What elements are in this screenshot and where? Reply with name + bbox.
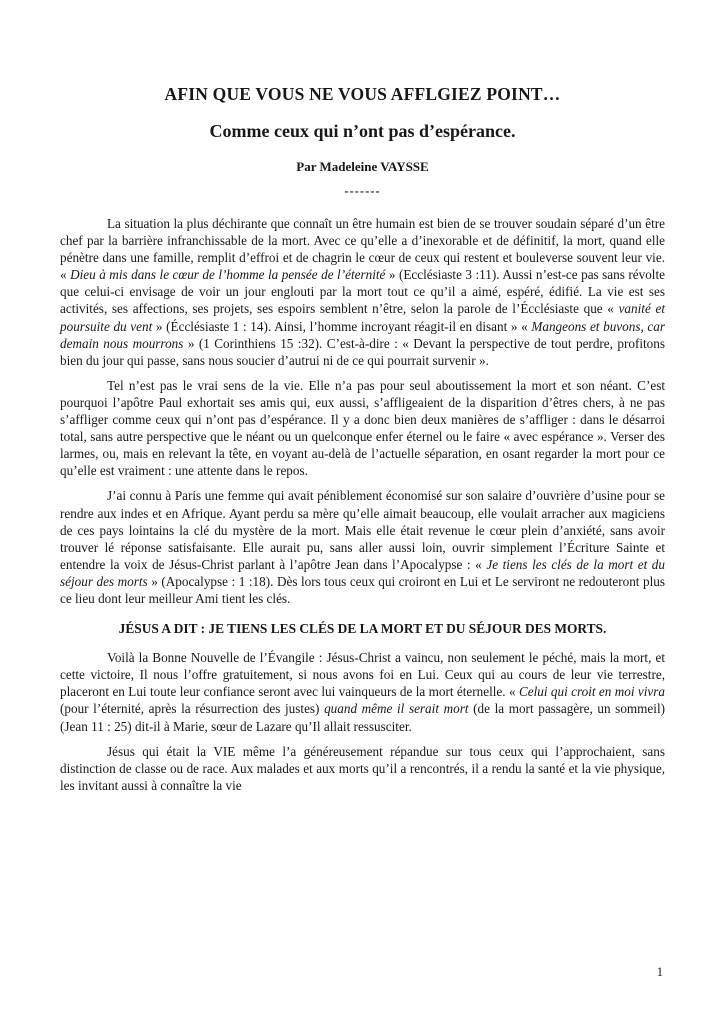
text-run: Dieu à mis dans le cœur de l’homme la pensée de l’éternité: [70, 267, 386, 283]
text-run: quand même il serait mort: [324, 701, 469, 717]
page-number: 1: [656, 965, 663, 979]
text-run: J’ai connu à Paris une femme qui avait péniblement économisé sur son salaire d’ouvrière d’usine pour se rendre aux indes et en Afrique. Ayant perdu sa mère qu’elle aimait beaucoup, elle voulait arracher aux magiciens de ces pays lointains la clé du mystère de la mort. Mais elle était revenue le cœur plein d’anxiété, sans avoir trouver lé réponse satisfaisante. Elle aurait pu, sans aller aussi loin, ouvrir simplement l’Écriture Sainte et entendre la voix de Jésus-Christ parlant à l’apôtre Jean dans l’Apocalypse : «: [60, 488, 665, 572]
text-run: Voilà la Bonne Nouvelle de l’Évangile : Jésus-Christ a vaincu, non seulement le péché, mais la mort, et cette victoire, Il nous l’offre gratuitement, si nous avons foi en Lui. Ceux qui au cours de leur vie terrestre, placeront en Lui toute leur confiance seront avec lui vainqueurs de la mort éternelle. «: [60, 650, 665, 700]
section-heading: [60, 620, 665, 637]
body-paragraph: [60, 377, 665, 480]
text-run: (pour l’éternité, après la résurrection des justes): [60, 701, 325, 717]
separator: -------: [344, 184, 381, 198]
text-run: Tel n’est pas le vrai sens de la vie. Elle n’a pas pour seul aboutissement la mort et son néant. C’est pourquoi l’apôtre Paul exhortait ses amis qui, eux aussi, s’affligeaient de la disparition d’êtres chers, à ne pas s’affliger comme ceux qui n’ont pas d’espérance. Il y a donc bien deux manières de s’affliger : dans le désarroi total, sans autre perspective que le néant ou un quelconque enfer éternel ou le faire « avec espérance ». Verser des larmes, ou, mais en relevant la tête, en voyant au-delà de l’actuelle séparation, en osant regarder la mort pour ce qu’elle est vraiment : une attente dans le repos.: [60, 377, 665, 479]
text-run: Je tiens les clés de la mort et du séjour des morts: [60, 556, 665, 589]
text-run: Celui qui croit en moi vivra: [518, 684, 665, 700]
text-run: » (Apocalypse : 1 :18). Dès lors tous ceux qui croiront en Lui et Le serviront ne redouteront plus ce lieu dont leur meilleur Ami tient les clés.: [60, 573, 665, 606]
text-run: » (1 Corinthiens 15 :32). C’est-à-dire : « Devant la perspective de tout perdre, profitons bien du jour qui passe, sans nous soucier d’autrui ni de ce qui pourrait survenir ».: [60, 335, 665, 368]
byline: Par Madeleine VAYSSE: [296, 159, 429, 174]
text-run: » (Ecclésiaste 3 :11). Aussi n’est-ce pas sans révolte que celui-ci envisage de voir un jour englouti par la mort tout ce qu’il a aimé, espéré, édifié. La vie est ses activités, ses affections, ses projets, ses espoirs semblent n’être, selon la parole de l’Écclésiaste que «: [60, 267, 665, 317]
text-run: vanité et poursuite du vent: [60, 301, 665, 334]
text-run: (de la mort passagère, un sommeil) (Jean 11 : 25) dit-il à Marie, sœur de Lazare qu’Il allait ressusciter.: [60, 701, 665, 734]
text-run: La situation la plus déchirante que connaît un être humain est bien de se trouver soudain séparé d’un être chef par la barrière infranchissable de la mort. Avec ce qu’elle a d’inexorable et de définitif, la mort, quand elle pénètre dans une famille, remplit d’effroi et de chagrin le cœur de ceux qui restent et bouleverse souvent leur vie. «: [60, 216, 665, 283]
body-paragraph: [60, 743, 665, 794]
text-run: Jésus qui était la VIE même l’a généreusement répandue sur tous ceux qui l’approchaient, sans distinction de classe ou de race. Aux malades et aux morts qu’il a rencontrés, il a rendu la santé et la vie physique, les invitant aussi à connaître la vie: [60, 743, 665, 793]
document-body: [60, 215, 665, 794]
text-run: JÉSUS A DIT : JE TIENS LES CLÉS DE LA MORT ET DU SÉJOUR DES MORTS.: [118, 621, 607, 637]
document-title-line2: Comme ceux qui n’ont pas d’espérance.: [209, 121, 516, 141]
body-paragraph: [60, 487, 665, 607]
text-run: Mangeons et buvons, car demain nous mourrons: [60, 318, 665, 351]
body-paragraph: [60, 649, 665, 734]
body-paragraph: [60, 215, 665, 369]
document-title-line1: AFIN QUE VOUS NE VOUS AFFLGIEZ POINT…: [164, 84, 561, 104]
text-run: » (Écclésiaste 1 : 14). Ainsi, l’homme incroyant réagit-il en disant » «: [152, 318, 532, 334]
